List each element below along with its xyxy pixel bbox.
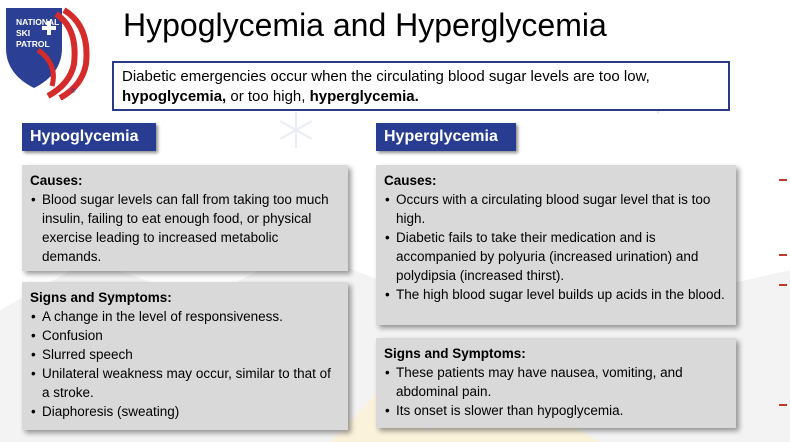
list-item: • These patients may have nausea, vomiting, and abdominal pain. <box>384 363 728 401</box>
list-item: • Diabetic fails to take their medication and is accompanied by polyuria (increased urination) and polydipsia (increased thirst). <box>384 228 728 285</box>
hypoglycemia-signs-card <box>22 282 348 430</box>
hypoglycemia-header: Hypoglycemia <box>22 123 156 151</box>
hyper-causes-label: Causes: <box>384 173 437 188</box>
list-item: • Unilateral weakness may occur, similar to that of a stroke. <box>30 364 340 402</box>
registered-mark: ® <box>71 89 76 95</box>
page-title: Hypoglycemia and Hyperglycemia <box>123 7 607 43</box>
intro-box <box>112 61 730 111</box>
list-item: • Occurs with a circulating blood sugar level that is too high. <box>384 190 728 228</box>
hypo-causes-label: Causes: <box>30 173 83 188</box>
list-item: • Its onset is slower than hypoglycemia. <box>384 401 728 420</box>
hypoglycemia-causes-card <box>22 165 348 271</box>
hyperglycemia-causes-card <box>376 165 736 325</box>
hyper-signs-label: Signs and Symptoms: <box>384 346 526 361</box>
hyper-signs-list <box>384 363 728 420</box>
list-item: • Diaphoresis (sweating) <box>30 402 340 421</box>
hyper-causes-list <box>384 190 728 304</box>
hyperglycemia-header: Hyperglycemia <box>376 123 516 151</box>
snowflake-icon <box>276 110 316 150</box>
national-ski-patrol-logo <box>4 4 96 100</box>
list-item: • Slurred speech <box>30 345 340 364</box>
intro-hyperglycemia-term: hyperglycemia. <box>309 88 419 105</box>
hypo-signs-label: Signs and Symptoms: <box>30 290 172 305</box>
right-edge-decoration <box>779 135 790 415</box>
hyperglycemia-signs-card <box>376 338 736 428</box>
intro-hypoglycemia-term: hypoglycemia, <box>122 88 227 105</box>
logo-text-ski: SKI <box>16 28 31 38</box>
hypo-signs-list <box>30 307 340 421</box>
hypo-causes-list <box>30 190 340 266</box>
list-item: • Confusion <box>30 326 340 345</box>
list-item: • Blood sugar levels can fall from taking too much insulin, failing to eat enough food, or physical exercise leading to increased metabolic demands. <box>30 190 340 266</box>
intro-text-2: or too high, <box>226 88 310 105</box>
list-item: • A change in the level of responsiveness. <box>30 307 340 326</box>
logo-text-patrol: PATROL <box>16 39 50 49</box>
list-item: • The high blood sugar level builds up acids in the blood. <box>384 285 728 304</box>
intro-text-1: Diabetic emergencies occur when the circulating blood sugar levels are too low, <box>122 68 650 85</box>
logo-text-national: NATIONAL <box>16 17 60 27</box>
